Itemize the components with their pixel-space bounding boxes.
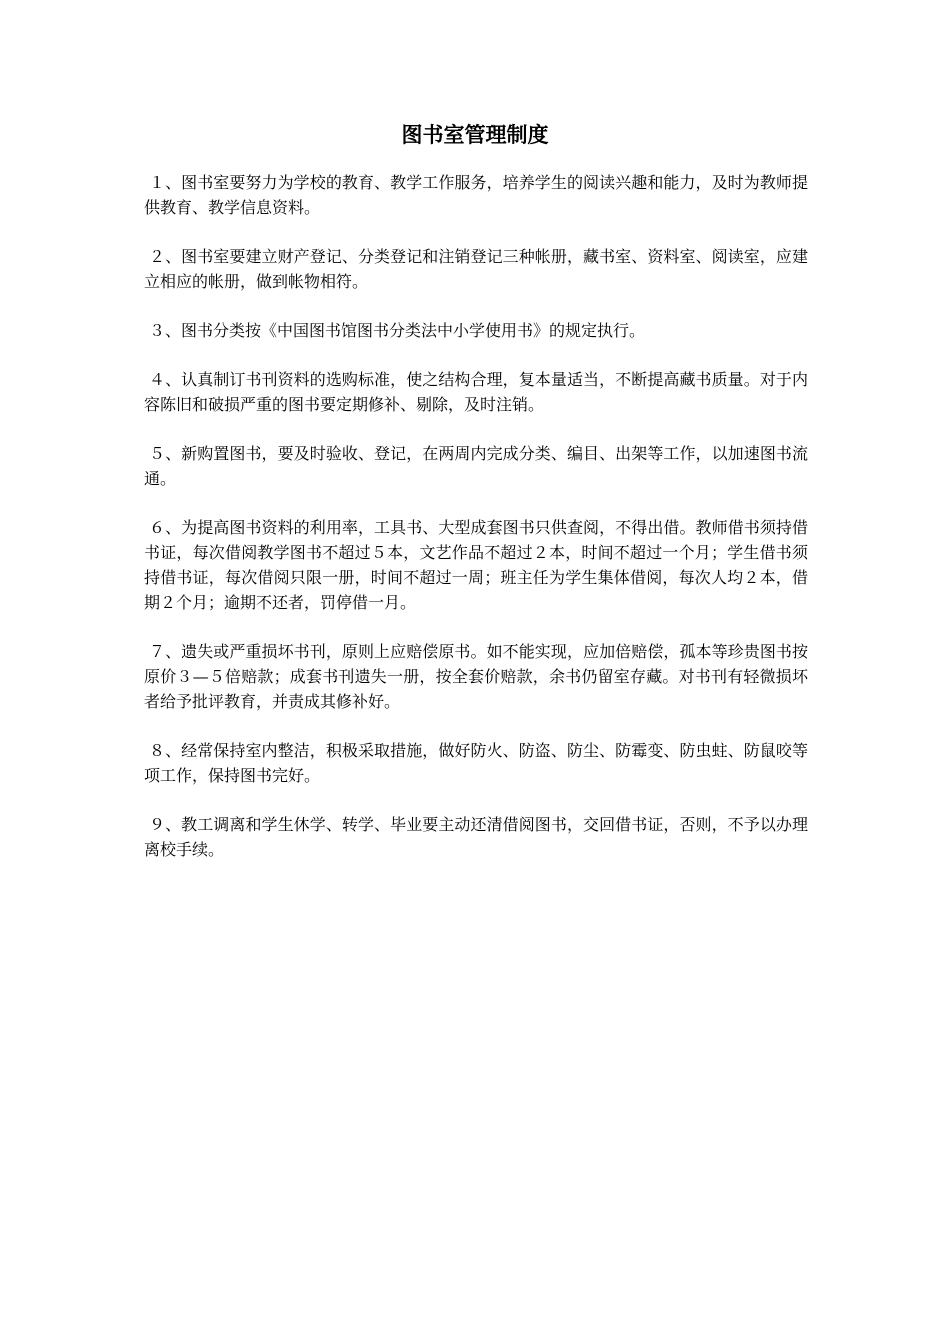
clause-7: ７、遗失或严重损坏书刊，原则上应赔偿原书。如不能实现，应加倍赔偿，孤本等珍贵图书按原价３—５倍赔款；成套书刊遗失一册，按全套价赔款，余书仍留室存藏。对书刊有轻微损坏者给予批评教育，并责成其修补好。 — [144, 642, 808, 711]
clause-5: ５、新购置图书，要及时验收、登记，在两周内完成分类、编目、出架等工作，以加速图书流通。 — [144, 444, 808, 488]
clause-3: ３、图书分类按《中国图书馆图书分类法中小学使用书》的规定执行。 — [149, 321, 646, 340]
clause-1: １、图书室要努力为学校的教育、教学工作服务，培养学生的阅读兴趣和能力，及时为教师提供教育、教学信息资料。 — [144, 173, 808, 217]
clause-9: ９、教工调离和学生休学、转学、毕业要主动还清借阅图书，交回借书证，否则，不予以办理离校手续。 — [144, 815, 808, 859]
clause-6: ６、为提高图书资料的利用率，工具书、大型成套图书只供查阅，不得出借。教师借书须持借书证，每次借阅教学图书不超过５本，文艺作品不超过２本，时间不超过一个月；学生借书须持借书证，每次借阅只限一册，时间不超过一周；班主任为学生集体借阅，每次人均２本，借期２个月；逾期不还者，罚停借一月。 — [144, 518, 808, 612]
clause-8: ８、经常保持室内整洁，积极采取措施，做好防火、防盗、防尘、防霉变、防虫蛀、防鼠咬等项工作，保持图书完好。 — [144, 741, 808, 785]
clause-4: ４、认真制订书刊资料的选购标准，使之结构合理，复本量适当，不断提高藏书质量。对于内容陈旧和破损严重的图书要定期修补、剔除，及时注销。 — [144, 370, 808, 414]
clause-2: ２、图书室要建立财产登记、分类登记和注销登记三种帐册，藏书室、资料室、阅读室，应建立相应的帐册，做到帐物相符。 — [144, 247, 808, 291]
document-body — [144, 170, 808, 886]
document-title: 图书室管理制度 — [401, 123, 549, 147]
